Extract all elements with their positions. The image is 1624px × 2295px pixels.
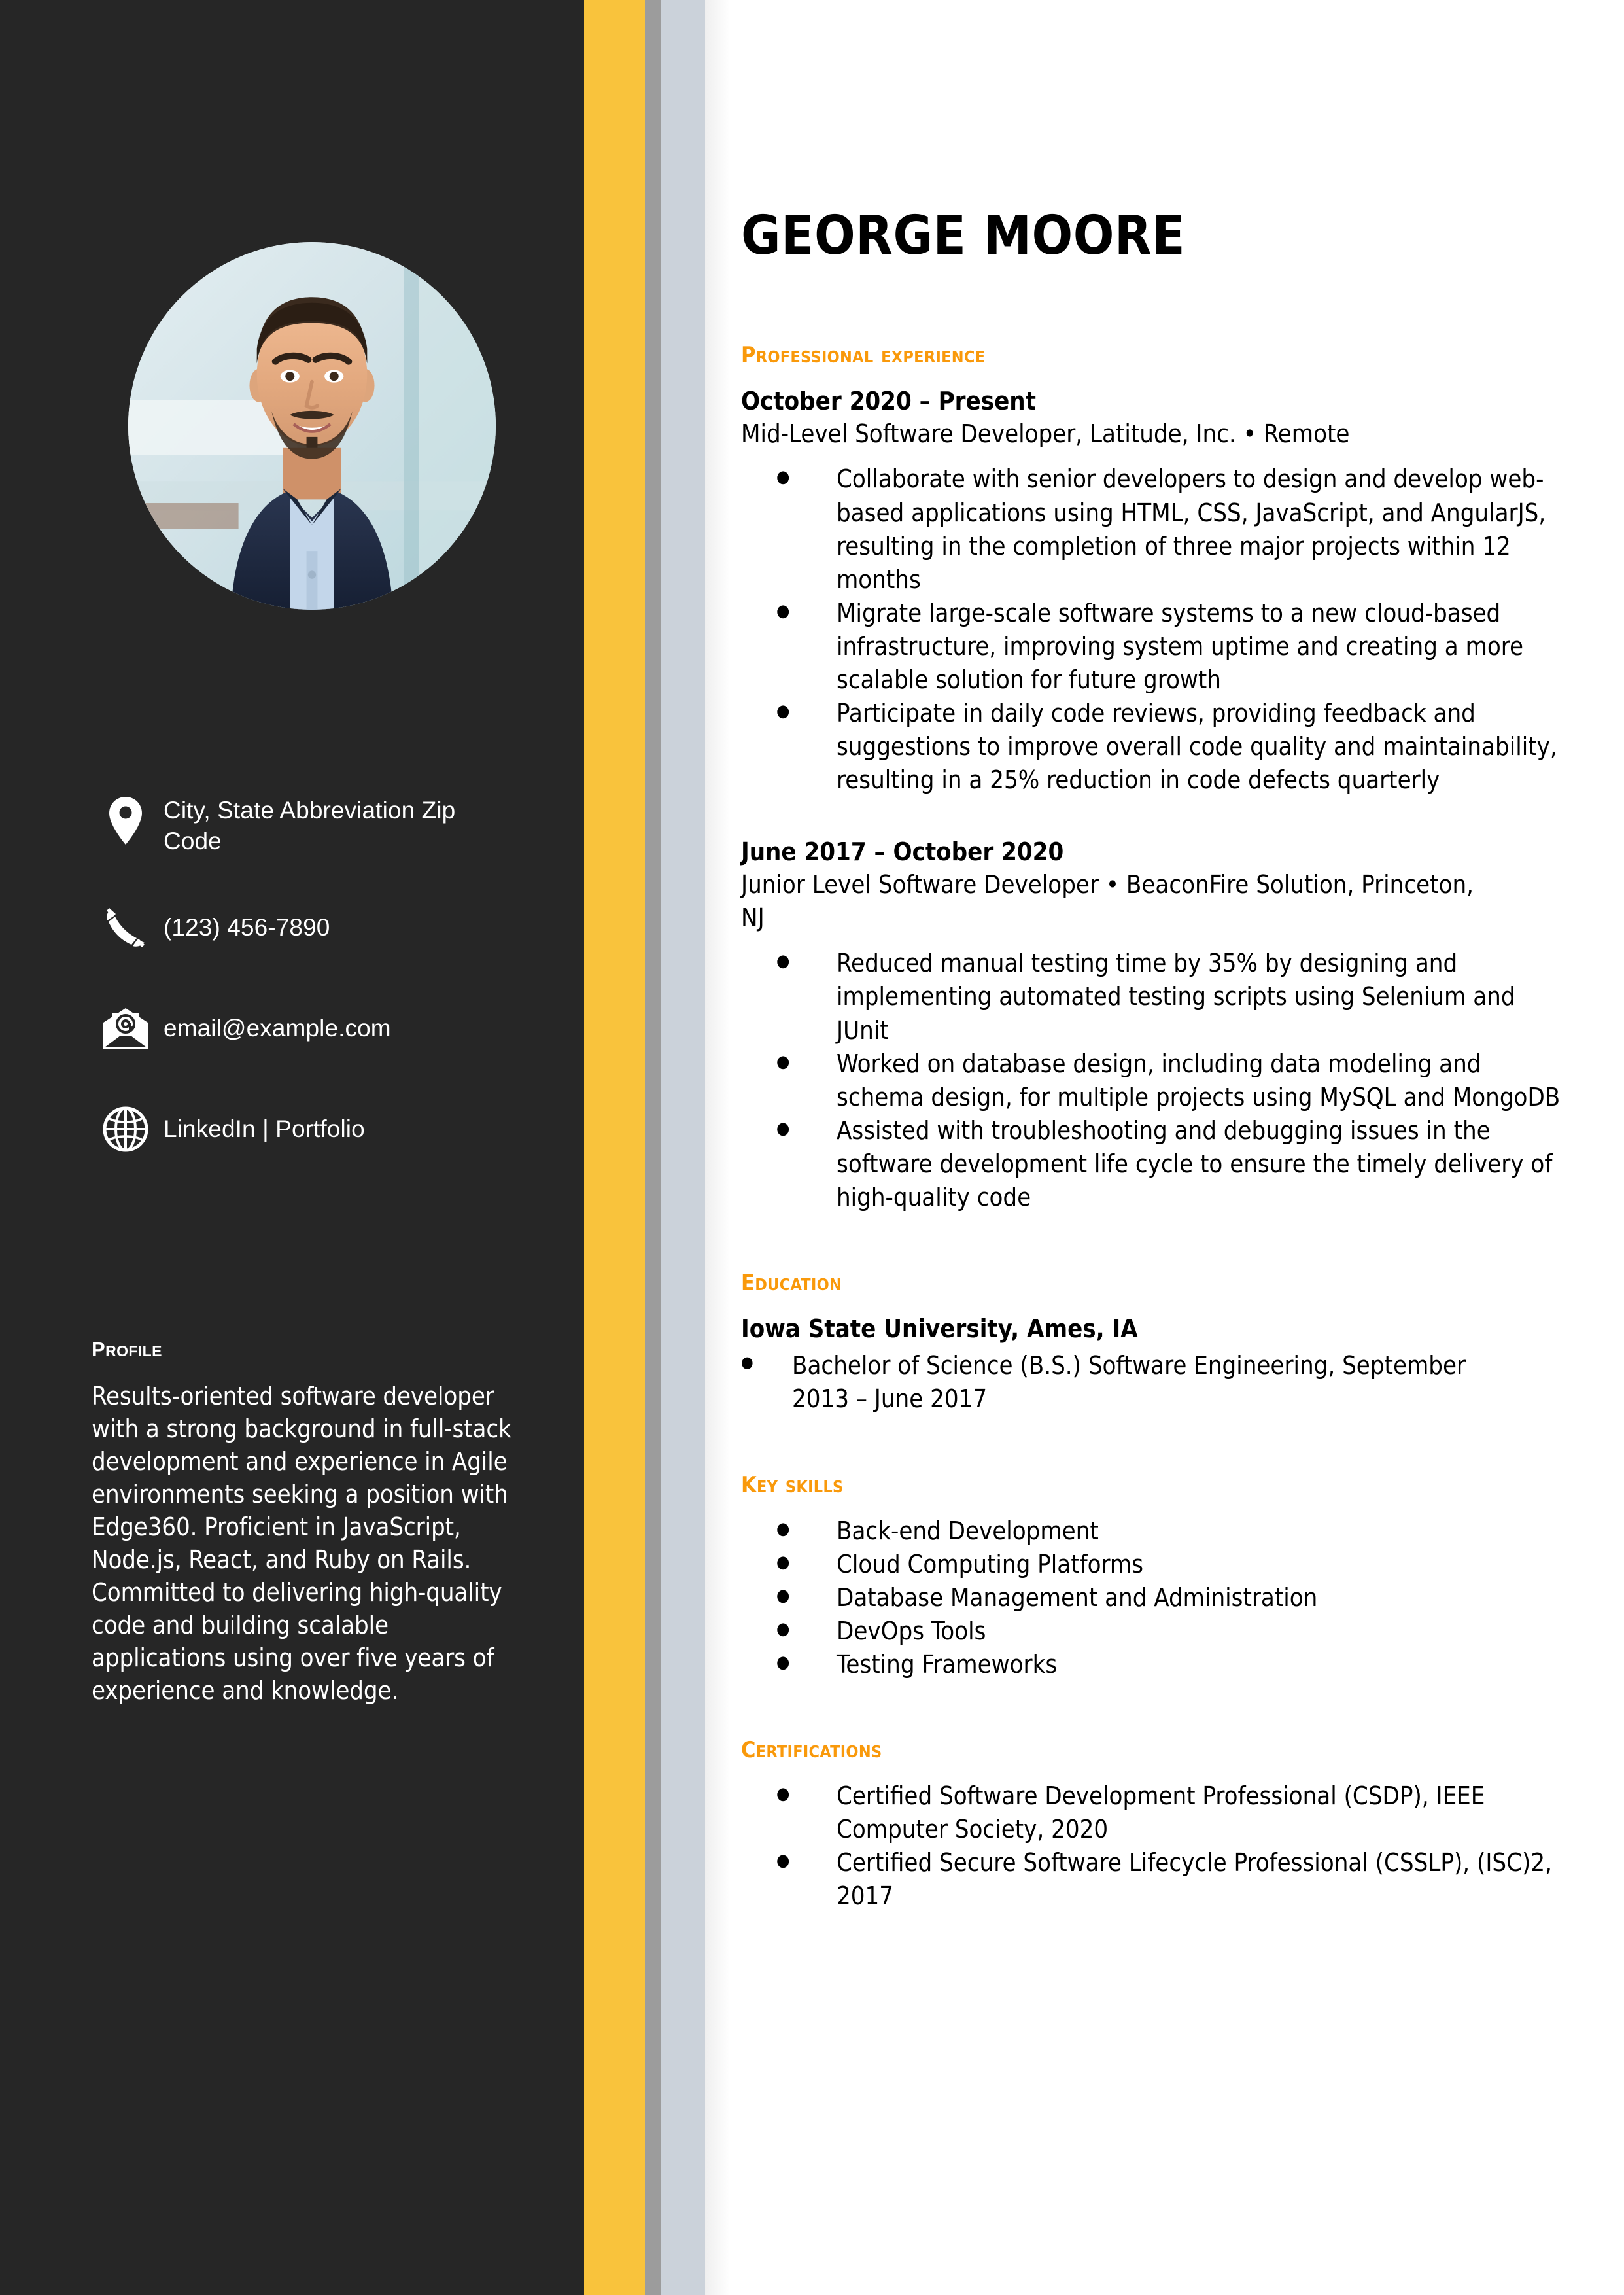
list-item: ● Collaborate with senior developers to design and develop web-based applications using HTML, CSS, JavaScript, and AngularJS, resulting in the completion of three major projects within 12 months — [776, 463, 1563, 596]
sidebar — [0, 0, 584, 2295]
main-column — [730, 0, 1624, 2295]
spacer — [741, 1681, 1604, 1728]
key-skills-bullets — [741, 1515, 1604, 1682]
list-item: ● Migrate large-scale software systems to a new cloud-based infrastructure, improving system uptime and creating a more scalable solution for future growth — [776, 597, 1563, 697]
list-item: ● Reduced manual testing time by 35% by designing and implementing automated testing scripts using Selenium and JUnit — [776, 947, 1563, 1047]
job-dates: October 2020 – Present — [741, 387, 1036, 415]
job-dates: June 2017 – October 2020 — [741, 837, 1064, 866]
list-item: ● Cloud Computing Platforms — [776, 1548, 1563, 1581]
main-content — [741, 334, 1604, 1914]
list-item: ● DevOps Tools — [776, 1615, 1563, 1648]
job-entry — [741, 385, 1604, 797]
profile-photo-icon — [128, 242, 496, 610]
avatar — [128, 242, 496, 610]
profile-heading: profile — [92, 1331, 162, 1363]
job-bullets — [741, 947, 1604, 1214]
contact-phone-text: (123) 456-7890 — [164, 914, 330, 941]
job-title: Junior Level Software Developer • BeaconFire Solution, Princeton, NJ — [741, 869, 1474, 932]
list-item: ● Bachelor of Science (B.S.) Software Engineering, September 2013 – June 2017 — [741, 1349, 1518, 1416]
accent-stripe-gray — [645, 0, 661, 2295]
section-heading-certifications: certifications — [741, 1728, 882, 1766]
spacer — [741, 1214, 1604, 1261]
contact-item-location — [92, 795, 497, 857]
contact-list — [92, 795, 497, 1200]
contact-web-text: LinkedIn | Portfolio — [164, 1115, 365, 1143]
list-item: ● Worked on database design, including data modeling and schema design, for multiple projects using MySQL and MongoDB — [776, 1047, 1563, 1114]
job-title: Mid-Level Software Developer, Latitude, Inc. • Remote — [741, 419, 1350, 449]
page-title: GEORGE MOORE — [741, 205, 1186, 267]
education-bullets — [741, 1349, 1604, 1416]
contact-location-text: City, State Abbreviation Zip Code — [164, 797, 456, 855]
contact-email-text: email@example.com — [164, 1015, 391, 1042]
profile-body: Results-oriented software developer with a strong background in full-stack development and experience in Agile environments seeking a position with Edge360. Proficient in JavaScript, Node.js, React, and Ruby on Rails. Committed to delivering high-quality code and building scalable applications using over five years of experience and knowledge. — [92, 1382, 511, 1705]
contact-item-phone — [92, 898, 497, 958]
location-pin-icon — [92, 795, 160, 846]
contact-item-email — [92, 998, 497, 1059]
job-entry — [741, 835, 1604, 1215]
section-heading-education: education — [741, 1261, 842, 1299]
spacer — [741, 797, 1604, 835]
education-school: Iowa State University, Ames, IA — [741, 1314, 1138, 1344]
accent-stripe-blue-gray — [661, 0, 705, 2295]
spacer — [741, 1416, 1604, 1463]
job-bullets — [741, 463, 1604, 797]
accent-stripe-fade — [705, 0, 730, 2295]
list-item: ● Testing Frameworks — [776, 1648, 1563, 1681]
section-heading-experience: professional experience — [741, 334, 986, 370]
section-heading-key-skills: key skills — [741, 1463, 844, 1500]
list-item: ● Certified Software Development Professional (CSDP), IEEE Computer Society, 2020 — [776, 1779, 1563, 1846]
contact-item-web — [92, 1099, 497, 1159]
list-item: ● Database Management and Administration — [776, 1581, 1563, 1615]
accent-stripe-yellow — [584, 0, 645, 2295]
list-item: ● Back-end Development — [776, 1515, 1563, 1548]
profile-section — [92, 1331, 517, 1708]
list-item: ● Participate in daily code reviews, providing feedback and suggestions to improve overall code quality and maintainability, resulting in a 25% reduction in code defects quarterly — [776, 697, 1563, 797]
list-item: ● Certified Secure Software Lifecycle Professional (CSSLP), (ISC)2, 2017 — [776, 1846, 1563, 1913]
email-envelope-icon — [92, 1006, 160, 1051]
certifications-bullets — [741, 1779, 1604, 1913]
list-item: ● Assisted with troubleshooting and debugging issues in the software development life cycle to ensure the timely delivery of high-quality code — [776, 1114, 1563, 1214]
globe-icon — [92, 1106, 160, 1153]
phone-icon — [92, 905, 160, 951]
